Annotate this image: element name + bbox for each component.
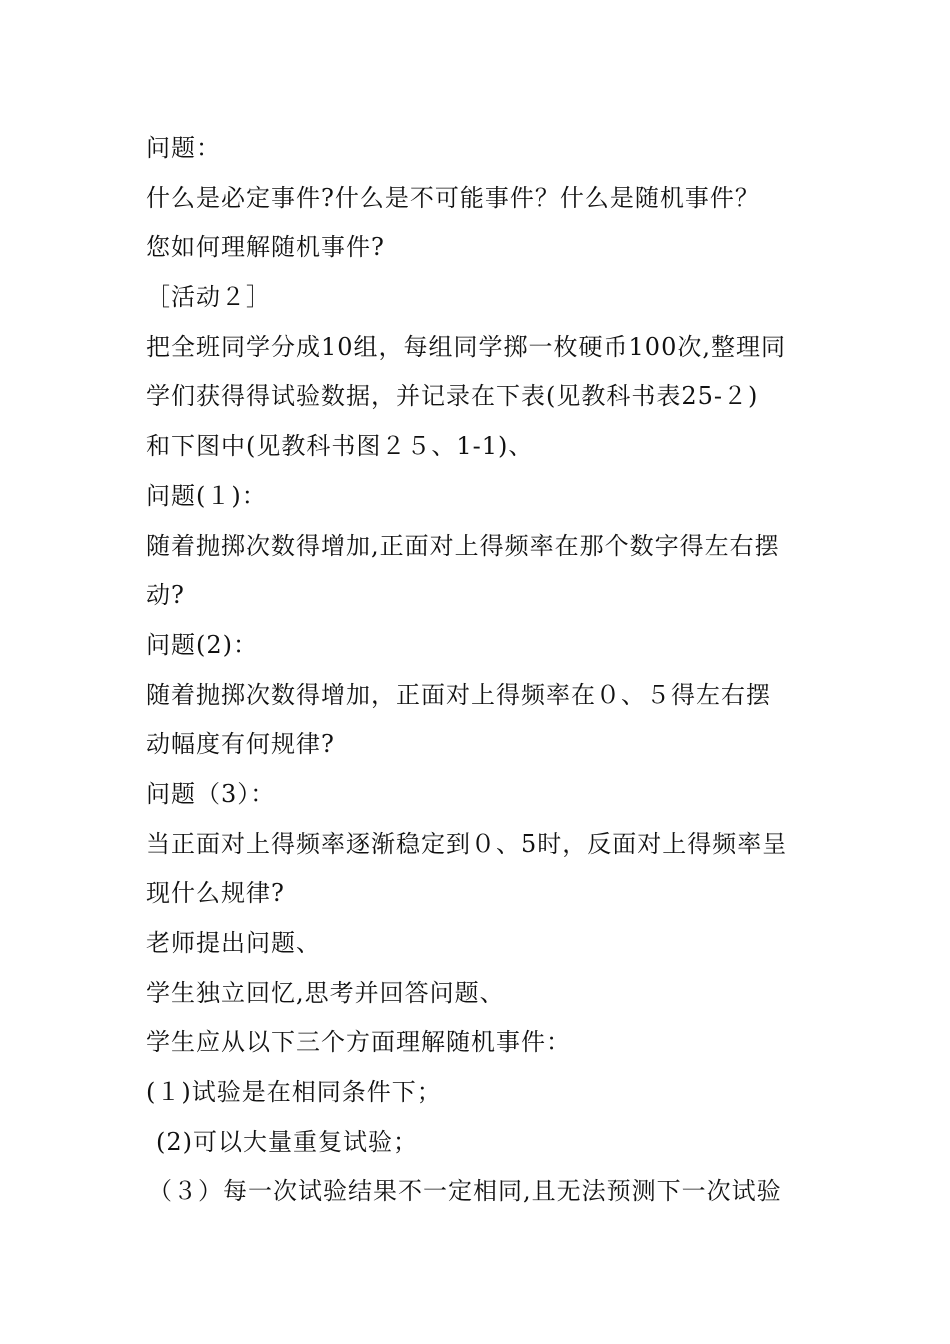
list-item: （３）每一次试验结果不一定相同,且无法预测下一次试验	[148, 1177, 782, 1206]
text-line: 什么是必定事件?什么是不可能事件？什么是随机事件？	[146, 183, 760, 212]
question-heading: 问题（3）：	[146, 779, 276, 808]
text-line: 学生应从以下三个方面理解随机事件：	[146, 1028, 571, 1057]
activity-heading: ［活动２］	[146, 283, 271, 312]
text-line: 您如何理解随机事件?	[146, 233, 385, 262]
list-item: (１)试验是在相同条件下；	[146, 1078, 442, 1107]
list-item: (2)可以大量重复试验；	[156, 1127, 418, 1156]
document-body	[146, 124, 816, 1217]
text-line: 动幅度有何规律?	[146, 730, 335, 759]
text-line: 当正面对上得频率逐渐稳定到０、5时，反面对上得频率呈	[146, 829, 788, 858]
text-line: 现什么规律?	[146, 879, 285, 908]
question-heading: 问题(１)：	[146, 481, 267, 510]
question-heading: 问题(2)：	[146, 630, 258, 659]
text-line: 问题：	[146, 134, 221, 162]
text-line: 把全班同学分成10组，每组同学掷一枚硬币100次,整理同	[146, 332, 786, 361]
text-line: 随着抛掷次数得增加，正面对上得频率在０、５得左右摆	[146, 680, 771, 709]
text-line: 学生独立回忆,思考并回答问题、	[146, 978, 505, 1007]
text-line: 随着抛掷次数得增加,正面对上得频率在那个数字得左右摆	[146, 531, 780, 560]
text-line: 和下图中(见教科书图２５、1-1)、	[146, 432, 534, 461]
text-line: 动?	[146, 581, 185, 610]
text-line: 学们获得得试验数据，并记录在下表(见教科书表25-２)	[146, 382, 759, 411]
text-line: 老师提出问题、	[146, 929, 321, 957]
